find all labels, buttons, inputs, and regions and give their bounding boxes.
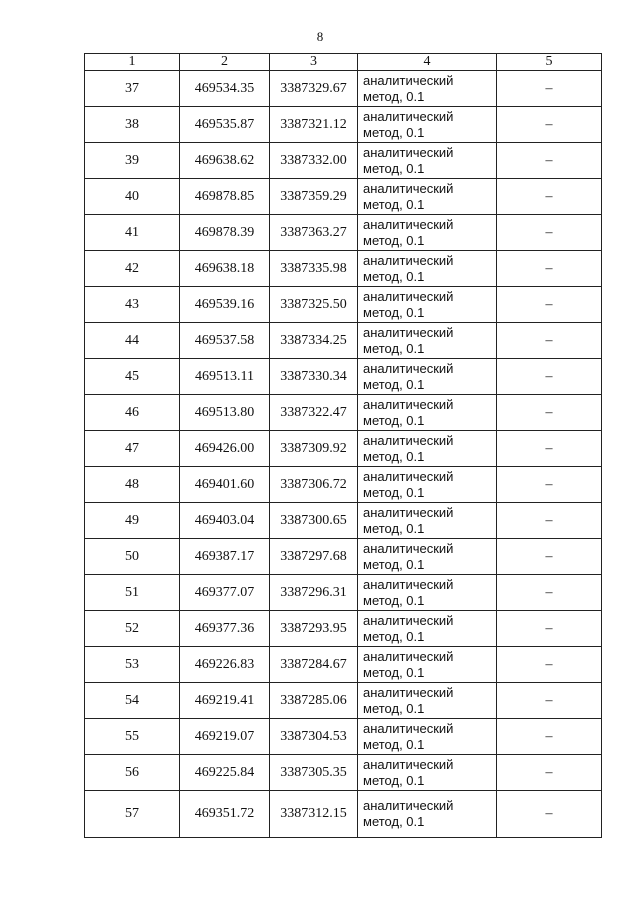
table-header-row (85, 54, 602, 71)
point-number-cell: 47 (85, 431, 180, 467)
x-coordinate-cell: 469219.07 (180, 719, 270, 755)
y-coordinate-cell: 3387309.92 (270, 431, 358, 467)
method-line-2: метод, 0.1 (363, 592, 425, 608)
x-coordinate-cell: 469226.83 (180, 647, 270, 683)
x-coordinate-cell: 469638.62 (180, 143, 270, 179)
method-line-2: метод, 0.1 (363, 664, 425, 680)
table-row (85, 647, 602, 683)
column-5-cell: – (497, 251, 602, 287)
point-number-cell: 39 (85, 143, 180, 179)
point-number-cell: 51 (85, 575, 180, 611)
column-header-4: 4 (358, 54, 497, 71)
y-coordinate-cell: 3387334.25 (270, 323, 358, 359)
method-line-1: аналитический (363, 72, 454, 88)
x-coordinate-cell: 469219.41 (180, 683, 270, 719)
table-row (85, 251, 602, 287)
column-5-cell: – (497, 755, 602, 791)
point-number-cell: 55 (85, 719, 180, 755)
point-number-cell: 53 (85, 647, 180, 683)
method-cell (358, 359, 497, 395)
method-line-2: метод, 0.1 (363, 232, 425, 248)
table-row (85, 107, 602, 143)
method-line-2: метод, 0.1 (363, 700, 425, 716)
method-line-2: метод, 0.1 (363, 736, 425, 752)
y-coordinate-cell: 3387296.31 (270, 575, 358, 611)
table-row (85, 431, 602, 467)
method-line-2: метод, 0.1 (363, 520, 425, 536)
x-coordinate-cell: 469225.84 (180, 755, 270, 791)
column-5-cell: – (497, 467, 602, 503)
column-5-cell: – (497, 791, 602, 838)
table-row (85, 467, 602, 503)
method-line-2: метод, 0.1 (363, 340, 425, 356)
x-coordinate-cell: 469878.85 (180, 179, 270, 215)
table-row (85, 719, 602, 755)
column-header-2: 2 (180, 54, 270, 71)
x-coordinate-cell: 469513.11 (180, 359, 270, 395)
method-cell (358, 503, 497, 539)
x-coordinate-cell: 469401.60 (180, 467, 270, 503)
point-number-cell: 56 (85, 755, 180, 791)
method-cell (358, 71, 497, 107)
column-5-cell: – (497, 107, 602, 143)
x-coordinate-cell: 469513.80 (180, 395, 270, 431)
method-cell (358, 251, 497, 287)
table-row (85, 71, 602, 107)
y-coordinate-cell: 3387330.34 (270, 359, 358, 395)
method-cell (358, 611, 497, 647)
column-header-1: 1 (85, 54, 180, 71)
point-number-cell: 38 (85, 107, 180, 143)
table-row (85, 395, 602, 431)
column-5-cell: – (497, 215, 602, 251)
method-line-1: аналитический (363, 216, 454, 232)
table-row (85, 179, 602, 215)
y-coordinate-cell: 3387304.53 (270, 719, 358, 755)
method-line-1: аналитический (363, 540, 454, 556)
y-coordinate-cell: 3387363.27 (270, 215, 358, 251)
method-line-2: метод, 0.1 (363, 304, 425, 320)
method-line-1: аналитический (363, 396, 454, 412)
method-cell (358, 395, 497, 431)
method-line-2: метод, 0.1 (363, 556, 425, 572)
method-cell (358, 467, 497, 503)
method-line-1: аналитический (363, 180, 454, 196)
table-row (85, 143, 602, 179)
method-line-2: метод, 0.1 (363, 88, 425, 104)
column-5-cell: – (497, 395, 602, 431)
method-cell (358, 107, 497, 143)
y-coordinate-cell: 3387329.67 (270, 71, 358, 107)
method-line-2: метод, 0.1 (363, 628, 425, 644)
method-line-2: метод, 0.1 (363, 772, 425, 788)
y-coordinate-cell: 3387284.67 (270, 647, 358, 683)
table-row (85, 323, 602, 359)
x-coordinate-cell: 469535.87 (180, 107, 270, 143)
table-row (85, 215, 602, 251)
y-coordinate-cell: 3387285.06 (270, 683, 358, 719)
point-number-cell: 40 (85, 179, 180, 215)
y-coordinate-cell: 3387321.12 (270, 107, 358, 143)
point-number-cell: 50 (85, 539, 180, 575)
point-number-cell: 49 (85, 503, 180, 539)
x-coordinate-cell: 469377.36 (180, 611, 270, 647)
y-coordinate-cell: 3387312.15 (270, 791, 358, 838)
coordinates-table (84, 53, 602, 838)
table-row (85, 755, 602, 791)
method-line-1: аналитический (363, 252, 454, 268)
table-row (85, 575, 602, 611)
table-row (85, 791, 602, 838)
method-line-2: метод, 0.1 (363, 814, 425, 829)
method-cell (358, 431, 497, 467)
table-row (85, 611, 602, 647)
point-number-cell: 45 (85, 359, 180, 395)
method-cell (358, 791, 497, 838)
column-5-cell: – (497, 503, 602, 539)
column-5-cell: – (497, 539, 602, 575)
y-coordinate-cell: 3387359.29 (270, 179, 358, 215)
column-header-5: 5 (497, 54, 602, 71)
method-cell (358, 719, 497, 755)
x-coordinate-cell: 469537.58 (180, 323, 270, 359)
point-number-cell: 46 (85, 395, 180, 431)
point-number-cell: 43 (85, 287, 180, 323)
page-number: 8 (316, 29, 324, 44)
y-coordinate-cell: 3387332.00 (270, 143, 358, 179)
method-line-1: аналитический (363, 468, 454, 484)
y-coordinate-cell: 3387305.35 (270, 755, 358, 791)
method-cell (358, 539, 497, 575)
column-5-cell: – (497, 719, 602, 755)
method-line-2: метод, 0.1 (363, 376, 425, 392)
method-cell (358, 647, 497, 683)
column-5-cell: – (497, 647, 602, 683)
method-line-1: аналитический (363, 432, 454, 448)
column-5-cell: – (497, 143, 602, 179)
y-coordinate-cell: 3387322.47 (270, 395, 358, 431)
method-line-1: аналитический (363, 648, 454, 664)
method-line-2: метод, 0.1 (363, 412, 425, 428)
x-coordinate-cell: 469638.18 (180, 251, 270, 287)
x-coordinate-cell: 469539.16 (180, 287, 270, 323)
y-coordinate-cell: 3387300.65 (270, 503, 358, 539)
x-coordinate-cell: 469377.07 (180, 575, 270, 611)
point-number-cell: 41 (85, 215, 180, 251)
table-row (85, 683, 602, 719)
point-number-cell: 37 (85, 71, 180, 107)
point-number-cell: 48 (85, 467, 180, 503)
column-5-cell: – (497, 359, 602, 395)
method-cell (358, 215, 497, 251)
method-line-1: аналитический (363, 612, 454, 628)
y-coordinate-cell: 3387335.98 (270, 251, 358, 287)
method-line-1: аналитический (363, 720, 454, 736)
column-5-cell: – (497, 179, 602, 215)
column-5-cell: – (497, 71, 602, 107)
column-5-cell: – (497, 575, 602, 611)
method-line-1: аналитический (363, 504, 454, 520)
method-cell (358, 575, 497, 611)
x-coordinate-cell: 469387.17 (180, 539, 270, 575)
x-coordinate-cell: 469351.72 (180, 791, 270, 838)
method-line-2: метод, 0.1 (363, 124, 425, 140)
method-line-2: метод, 0.1 (363, 484, 425, 500)
x-coordinate-cell: 469426.00 (180, 431, 270, 467)
table-row (85, 539, 602, 575)
column-5-cell: – (497, 287, 602, 323)
x-coordinate-cell: 469403.04 (180, 503, 270, 539)
column-5-cell: – (497, 323, 602, 359)
point-number-cell: 52 (85, 611, 180, 647)
method-line-2: метод, 0.1 (363, 268, 425, 284)
y-coordinate-cell: 3387306.72 (270, 467, 358, 503)
method-cell (358, 683, 497, 719)
method-line-1: аналитический (363, 144, 454, 160)
table-row (85, 287, 602, 323)
method-line-1: аналитический (363, 576, 454, 592)
x-coordinate-cell: 469534.35 (180, 71, 270, 107)
method-line-1: аналитический (363, 108, 454, 124)
point-number-cell: 57 (85, 791, 180, 838)
method-line-2: метод, 0.1 (363, 448, 425, 464)
method-line-2: метод, 0.1 (363, 196, 425, 212)
method-cell (358, 143, 497, 179)
method-line-1: аналитический (363, 324, 454, 340)
method-line-1: аналитический (363, 684, 454, 700)
point-number-cell: 54 (85, 683, 180, 719)
method-cell (358, 179, 497, 215)
column-header-3: 3 (270, 54, 358, 71)
y-coordinate-cell: 3387297.68 (270, 539, 358, 575)
y-coordinate-cell: 3387293.95 (270, 611, 358, 647)
table-body (85, 71, 602, 838)
method-cell (358, 287, 497, 323)
point-number-cell: 44 (85, 323, 180, 359)
method-line-1: аналитический (363, 288, 454, 304)
method-cell (358, 755, 497, 791)
method-cell (358, 323, 497, 359)
column-5-cell: – (497, 683, 602, 719)
method-line-1: аналитический (363, 798, 454, 813)
method-line-2: метод, 0.1 (363, 160, 425, 176)
column-5-cell: – (497, 611, 602, 647)
method-line-1: аналитический (363, 756, 454, 772)
method-line-1: аналитический (363, 360, 454, 376)
x-coordinate-cell: 469878.39 (180, 215, 270, 251)
table-row (85, 359, 602, 395)
y-coordinate-cell: 3387325.50 (270, 287, 358, 323)
table-row (85, 503, 602, 539)
column-5-cell: – (497, 431, 602, 467)
point-number-cell: 42 (85, 251, 180, 287)
